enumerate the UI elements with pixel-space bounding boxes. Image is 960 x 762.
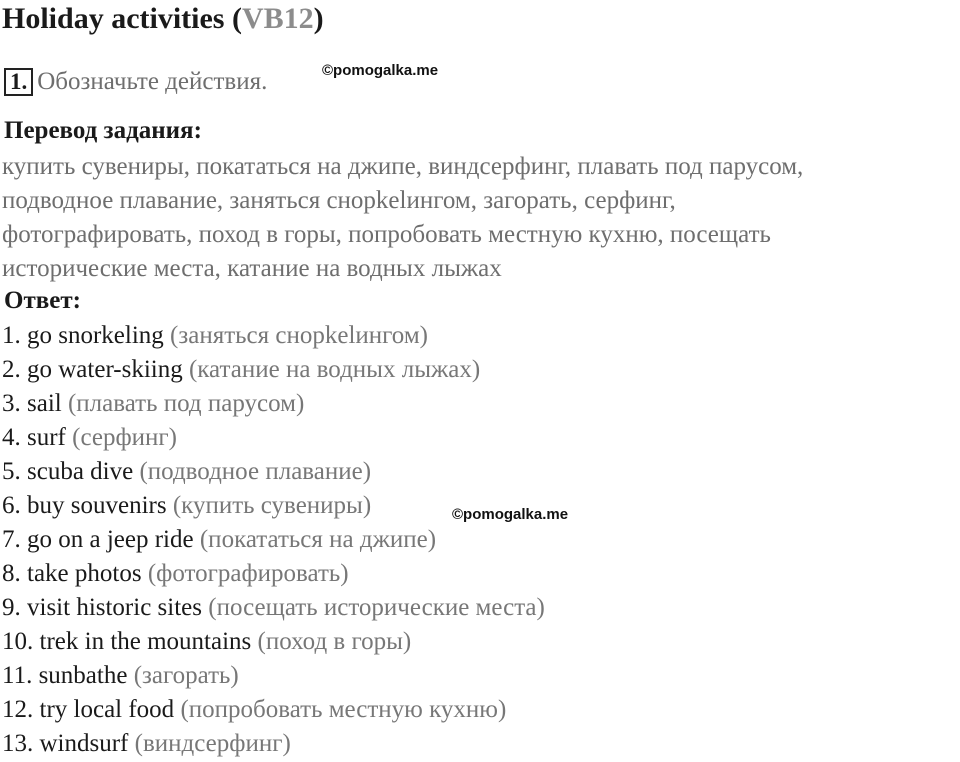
answer-english: 2. go water-skiing — [2, 356, 183, 383]
answer-russian: (серфинг) — [72, 424, 177, 451]
answer-item — [2, 387, 545, 421]
answer-english: 1. go snorkeling — [2, 322, 164, 349]
answer-item — [2, 455, 545, 489]
watermark: ©pomogalka.me — [322, 62, 439, 79]
answer-english: 13. windsurf — [2, 730, 129, 757]
page-title — [2, 2, 324, 36]
answer-english: 10. trek in the mountains — [2, 628, 252, 655]
answer-heading: Ответ: — [4, 287, 81, 314]
title-main: Holiday activities ( — [2, 2, 242, 35]
answer-russian: (фотографировать) — [147, 560, 349, 587]
answer-russian: (покататься на джипе) — [199, 526, 437, 553]
answer-english: 6. buy souvenirs — [2, 492, 167, 519]
answer-item — [2, 727, 545, 761]
answer-russian: (попробовать местную кухню) — [180, 696, 507, 723]
answer-item — [2, 625, 545, 659]
answer-russian: (заняться снорkelингом) — [170, 322, 428, 349]
answer-russian: (загорать) — [133, 662, 239, 689]
translation-line: купить сувениры, покататься на джипе, виндсерфинг, плавать под парусом, — [2, 153, 804, 180]
watermark: ©pomogalka.me — [452, 506, 569, 523]
answer-item — [2, 353, 545, 387]
answer-russian: (поход в горы) — [257, 628, 412, 655]
answer-english: 8. take photos — [2, 560, 142, 587]
answer-english: 9. visit historic sites — [2, 594, 202, 621]
answer-list — [2, 319, 545, 761]
answer-russian: (купить сувениры) — [172, 492, 372, 519]
answer-english: 4. surf — [2, 424, 66, 451]
translation-text — [2, 150, 960, 286]
translation-heading: Перевод задания: — [4, 117, 202, 144]
answer-russian: (катание на водных лыжах) — [188, 356, 481, 383]
answer-english: 5. scuba dive — [2, 458, 134, 485]
task-instruction: Обозначьте действия. — [37, 68, 268, 95]
answer-russian: (плавать под парусом) — [67, 390, 305, 417]
translation-line: фотографировать, поход в горы, попробовать местную кухню, посещать — [2, 221, 771, 248]
answer-russian: (посещать исторические места) — [208, 594, 545, 621]
answer-english: 3. sail — [2, 390, 62, 417]
title-close: ) — [313, 2, 324, 35]
answer-item — [2, 591, 545, 625]
answer-item — [2, 693, 545, 727]
task-number: 1. — [4, 68, 33, 96]
answer-english: 11. sunbathe — [2, 662, 128, 689]
answer-item — [2, 659, 545, 693]
answer-item — [2, 523, 545, 557]
translation-line: подводное плавание, заняться снорkelингом, загорать, серфинг, — [2, 187, 676, 214]
answer-english: 12. try local food — [2, 696, 175, 723]
answer-item — [2, 421, 545, 455]
answer-russian: (подводное плавание) — [139, 458, 372, 485]
title-code: VB12 — [241, 2, 314, 35]
answer-english: 7. go on a jeep ride — [2, 526, 194, 553]
answer-item — [2, 557, 545, 591]
task-row — [4, 68, 267, 96]
translation-line: исторические места, катание на водных лыжах — [2, 255, 502, 282]
answer-item — [2, 319, 545, 353]
answer-russian: (виндсерфинг) — [134, 730, 291, 757]
